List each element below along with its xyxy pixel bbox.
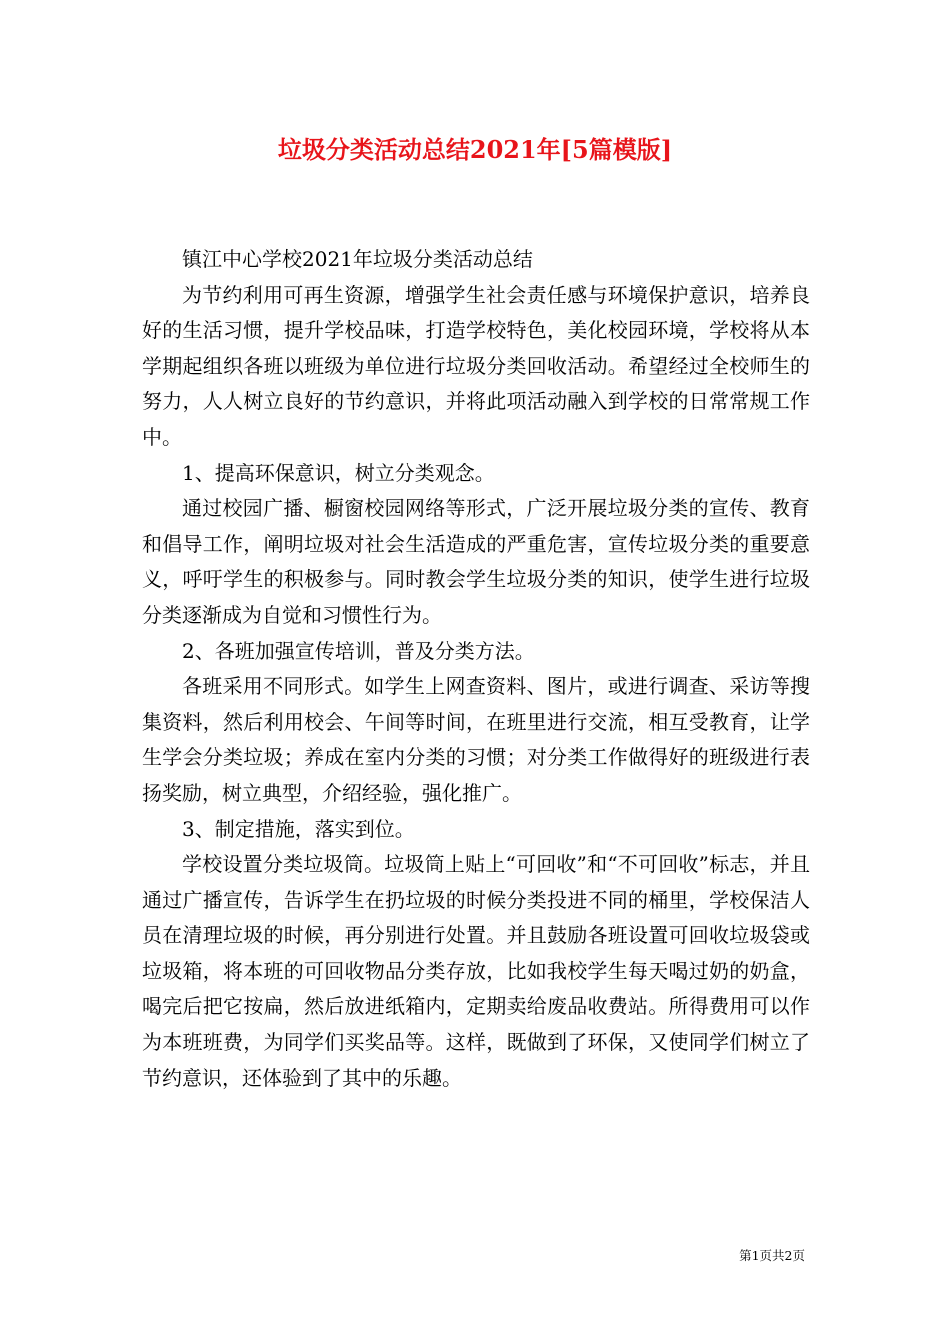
document-title: 垃圾分类活动总结2021年[5篇模版] [277, 135, 673, 164]
paragraph-section-3-body: 学校设置分类垃圾筒。垃圾筒上贴上“可回收”和“不可回收”标志，并且通过广播宣传，告诉学生在扔垃圾的时候分类投进不同的桶里，学校保洁人员在清理垃圾的时候，再分别进行处置。并且鼓励各班设置可回收垃圾袋或垃圾箱，将本班的可回收物品分类存放，比如我校学生每天喝过奶的奶盒，喝完后把它按扁，然后放进纸箱内，定期卖给废品收费站。所得费用可以作为本班班费，为同学们买奖品等。这样，既做到了环保，又使同学们树立了节约意识，还体验到了其中的乐趣。 [142, 852, 810, 1090]
paragraph-school-heading: 镇江中心学校2021年垃圾分类活动总结 [182, 247, 533, 271]
paragraph-section-2-body: 各班采用不同形式。如学生上网查资料、图片，或进行调查、采访等搜集资料，然后利用校会、午间等时间，在班里进行交流，相互受教育，让学生学会分类垃圾；养成在室内分类的习惯；对分类工作做得好的班级进行表扬奖励，树立典型，介绍经验，强化推广。 [142, 674, 810, 805]
paragraph-section-3-heading: 3、制定措施，落实到位。 [182, 816, 415, 841]
paragraph-section-1-heading: 1、提高环保意识，树立分类观念。 [182, 460, 495, 485]
paragraph-intro: 为节约利用可再生资源，增强学生社会责任感与环境保护意识，培养良好的生活习惯，提升学校品味，打造学校特色，美化校园环境，学校将从本学期起组织各班以班级为单位进行垃圾分类回收活动。希望经过全校师生的努力，人人树立良好的节约意识，并将此项活动融入到学校的日常常规工作中。 [142, 282, 810, 449]
document-body [142, 242, 810, 1096]
paragraph-section-1-body: 通过校园广播、橱窗校园网络等形式，广泛开展垃圾分类的宣传、教育和倡导工作，阐明垃圾对社会生活造成的严重危害，宣传垃圾分类的重要意义，呼吁学生的积极参与。同时教会学生垃圾分类的知识，使学生进行垃圾分类逐渐成为自觉和习惯性行为。 [142, 496, 810, 627]
page-number [739, 1246, 805, 1266]
paragraph-section-2-heading: 2、各班加强宣传培训，普及分类方法。 [182, 638, 535, 663]
page-number-label: 第1页共2页 [739, 1248, 805, 1263]
